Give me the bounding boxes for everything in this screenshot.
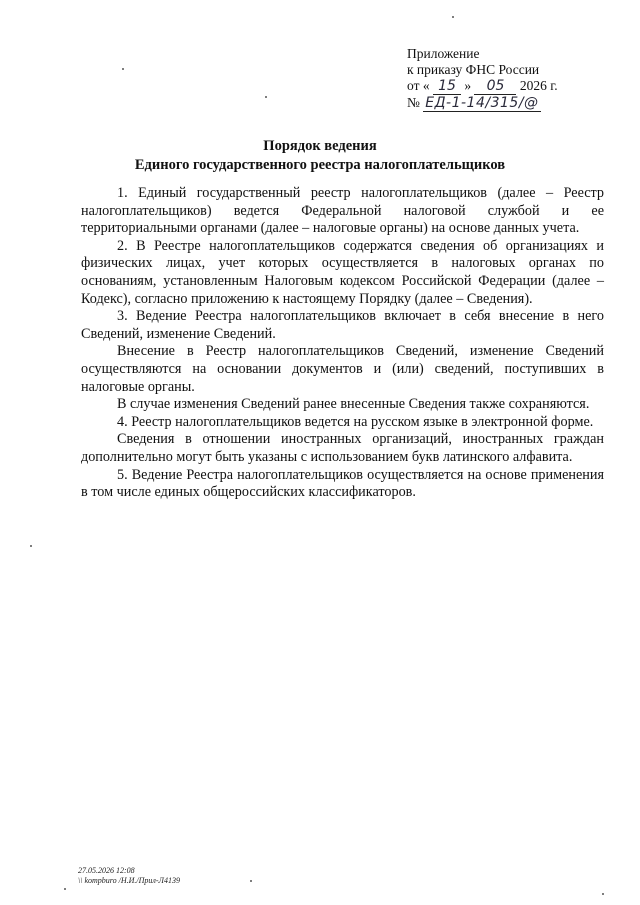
scan-speck: [452, 16, 454, 18]
document-title: Порядок ведения: [263, 138, 377, 154]
paragraph-3b: В случае изменения Сведений ранее внесенные Сведения также сохраняются.: [117, 396, 590, 413]
date-year: 2026 г.: [519, 78, 558, 93]
footer-file-path: \\ kompburo /Н.И./Прил-Л4139: [78, 876, 180, 885]
number-prefix: №: [407, 95, 420, 110]
approval-block: [407, 46, 597, 112]
paragraph-5: 5. Ведение Реестра налогоплательщиков осуществляется на основе применения в том числе единых общероссийских классификаторов.: [81, 466, 604, 501]
scan-speck: [250, 880, 252, 882]
scan-speck: [602, 893, 604, 895]
approval-title: Приложение: [407, 46, 480, 61]
document-subtitle: Единого государственного реестра налогоплательщиков: [134, 157, 506, 173]
date-mid: »: [464, 78, 472, 93]
paragraph-3: 3. Ведение Реестра налогоплательщиков включает в себя внесение в него Сведений, изменение Сведений.: [81, 308, 604, 342]
paragraph-2: 2. В Реестре налогоплательщиков содержатся сведения об организациях и физических лицах, учет которых осуществляется в налоговых органах по основаниям, установленным Налоговым кодексом Российской Федерации (далее – Кодекс), согласно приложению к настоящему Порядку (далее – Сведения).: [81, 237, 604, 307]
scan-speck: [30, 545, 32, 547]
scan-speck: [122, 68, 124, 70]
paragraph-4: 4. Реестр налогоплательщиков ведется на русском языке в электронной форме.: [117, 413, 594, 430]
approval-order-ref: к приказу ФНС России: [407, 62, 540, 77]
scan-speck: [265, 96, 267, 98]
document-footer: [78, 866, 180, 886]
document-body: [81, 185, 604, 502]
order-number-handwritten: ЕД-1-14/315/@: [425, 95, 539, 111]
date-month-handwritten: 05: [474, 78, 516, 95]
paragraph-4a: Сведения в отношении иностранных организаций, иностранных граждан дополнительно могут быть указаны с использованием букв латинского алфавита.: [81, 431, 604, 465]
approval-number: [407, 95, 597, 112]
scan-speck: [64, 888, 66, 890]
date-day-handwritten: 15: [433, 78, 461, 95]
approval-date: [407, 78, 597, 95]
date-prefix: от «: [407, 78, 430, 93]
paragraph-1: 1. Единый государственный реестр налогоплательщиков (далее – Реестр налогоплательщиков) ведется Федеральной налоговой службой и ее территориальными органами (далее – налоговые органы) на основе данных учета.: [81, 185, 604, 237]
paragraph-3a: Внесение в Реестр налогоплательщиков Сведений, изменение Сведений осуществляются на основании документов и (или) сведений, поступивших в налоговые органы.: [81, 343, 604, 395]
footer-timestamp: 27.05.2026 12:08: [78, 866, 135, 875]
